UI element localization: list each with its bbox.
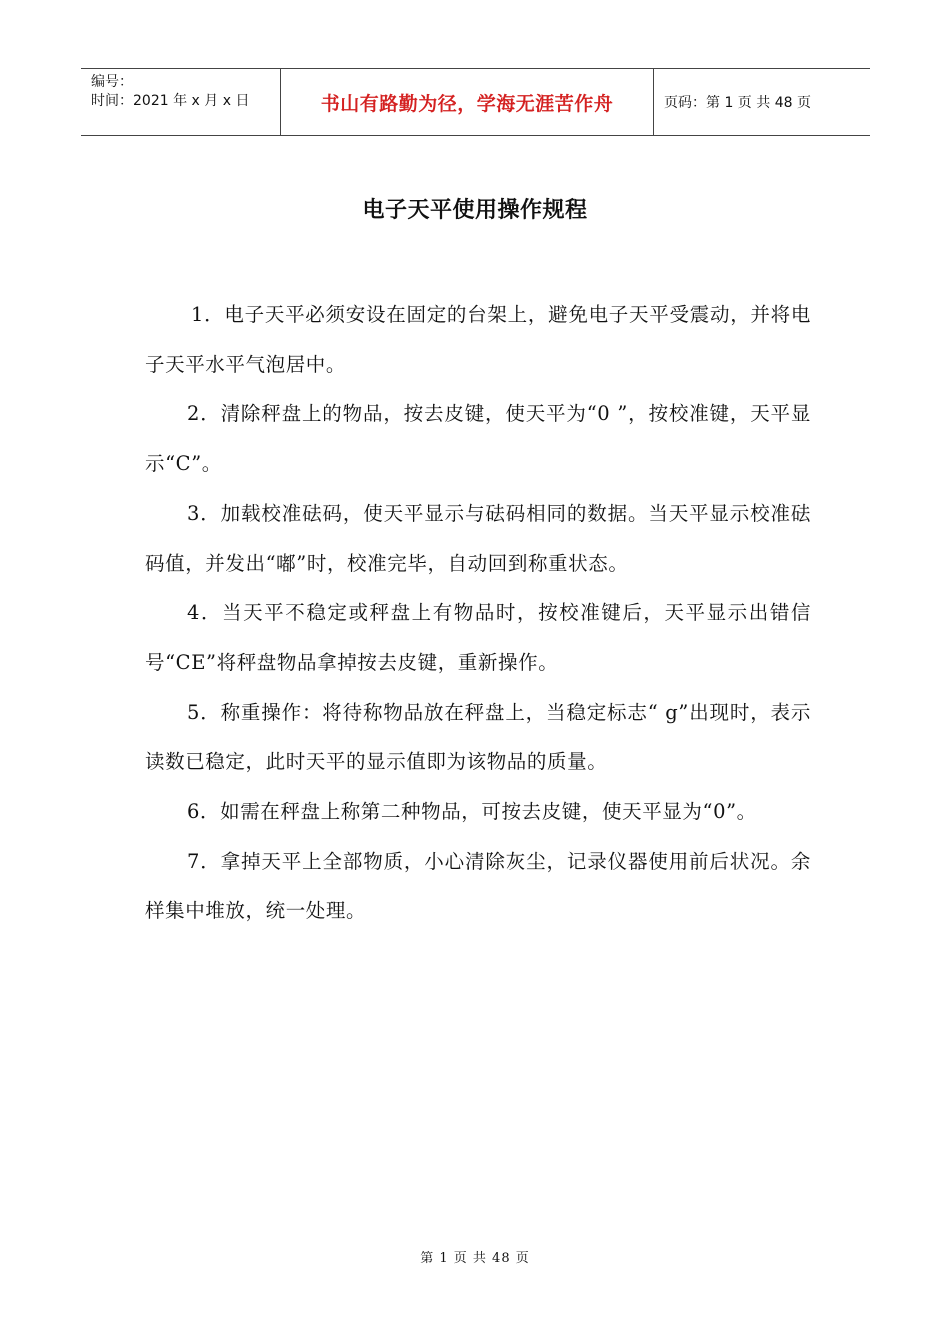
header-meta-cell xyxy=(81,69,281,135)
page-footer: 第 1 页 共 48 页 xyxy=(420,1251,530,1266)
document-header xyxy=(81,68,870,136)
paragraph-1: 1．电子天平必须安设在固定的台架上，避免电子天平受震动，并将电子天平水平气泡居中。 xyxy=(145,303,811,376)
paragraph-2: 2．清除秤盘上的物品，按去皮键，使天平为“0 ”，按校准键，天平显示“C”。 xyxy=(145,402,811,476)
paragraph-4: 4．当天平不稳定或秤盘上有物品时，按校准键后，天平显示出错信号“CE”将秤盘物品拿掉按去皮键，重新操作。 xyxy=(145,601,811,674)
paragraph-7: 7．拿掉天平上全部物质，小心清除灰尘，记录仪器使用前后状况。余样集中堆放，统一处理。 xyxy=(145,849,811,923)
document-body xyxy=(145,290,811,936)
paragraph-6: 6．如需在秤盘上称第二种物品，可按去皮键，使天平显为“0”。 xyxy=(187,800,757,824)
paragraph-3: 3．加载校准砝码，使天平显示与砝码相同的数据。当天平显示校准砝码值，并发出“嘟”时，校准完毕，自动回到称重状态。 xyxy=(145,501,811,575)
header-motto: 书山有路勤为径，学海无涯苦作舟 xyxy=(281,69,654,135)
paragraph-5: 5．称重操作：将待称物品放在秤盘上，当稳定标志“ g”出现时，表示读数已稳定，此时天平的显示值即为该物品的质量。 xyxy=(145,700,811,774)
document-title: 电子天平使用操作规程 xyxy=(362,198,588,223)
document-number-label: 编号： xyxy=(91,74,133,90)
header-page-info: 页码：第 1 页 共 48 页 xyxy=(664,95,811,111)
document-date-label: 时间：2021 年 x 月 x 日 xyxy=(91,93,250,109)
